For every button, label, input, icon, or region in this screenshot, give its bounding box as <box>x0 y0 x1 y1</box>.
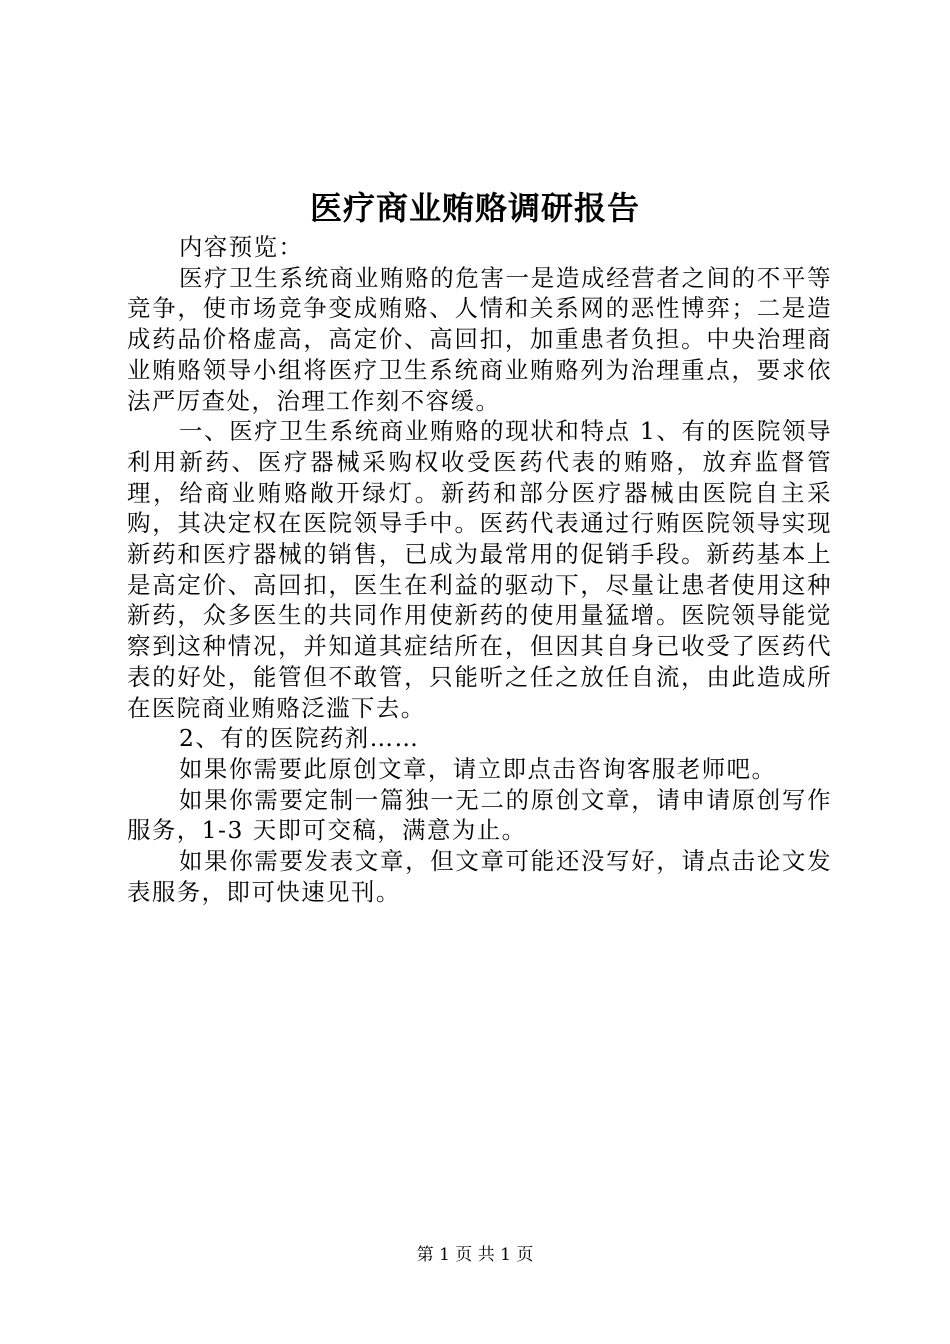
paragraph-intro: 医疗卫生系统商业贿赂的危害一是造成经营者之间的不平等竞争，使市场竞争变成贿赂、人情和关系网的恶性博弈；二是造成药品价格虚高，高定价、高回扣，加重患者负担。中央治理商业贿赂领导小组将医疗卫生系统商业贿赂列为治理重点，要求依法严厉查处，治理工作刻不容缓。 <box>127 263 832 415</box>
paragraph-consult-notice: 如果你需要此原创文章，请立即点击咨询客服老师吧。 <box>179 754 777 783</box>
preview-label: 内容预览： <box>179 233 304 261</box>
paragraph-custom-writing-notice: 如果你需要定制一篇独一无二的原创文章，请申请原创写作服务，1-3 天即可交稿，满意为止。 <box>127 785 832 845</box>
document-title: 医疗商业贿赂调研报告 <box>309 189 640 227</box>
paragraph-section-one: 一、医疗卫生系统商业贿赂的现状和特点 1、有的医院领导利用新药、医疗器械采购权收受医药代表的贿赂，放弃监督管理，给商业贿赂敞开绿灯。新药和部分医疗器械由医院自主采购，其决定权在医院领导手中。医药代表通过行贿医院领导实现新药和医疗器械的销售，已成为最常用的促销手段。新药基本上是高定价、高回扣，医生在利益的驱动下，尽量让患者使用这种新药，众多医生的共同作用使新药的使用量猛增。医院领导能觉察到这种情况，并知道其症结所在，但因其自身已收受了医药代表的好处，能管但不敢管，只能听之任之放任自流，由此造成所在医院商业贿赂泛滥下去。 <box>127 417 832 722</box>
page-number-footer: 第 1 页 共 1 页 <box>416 1245 534 1265</box>
document-body <box>127 232 832 907</box>
paragraph-publishing-notice: 如果你需要发表文章，但文章可能还没写好，请点击论文发表服务，即可快速见刊。 <box>127 847 832 906</box>
paragraph-section-two: 2、有的医院药剂…… <box>179 724 420 753</box>
